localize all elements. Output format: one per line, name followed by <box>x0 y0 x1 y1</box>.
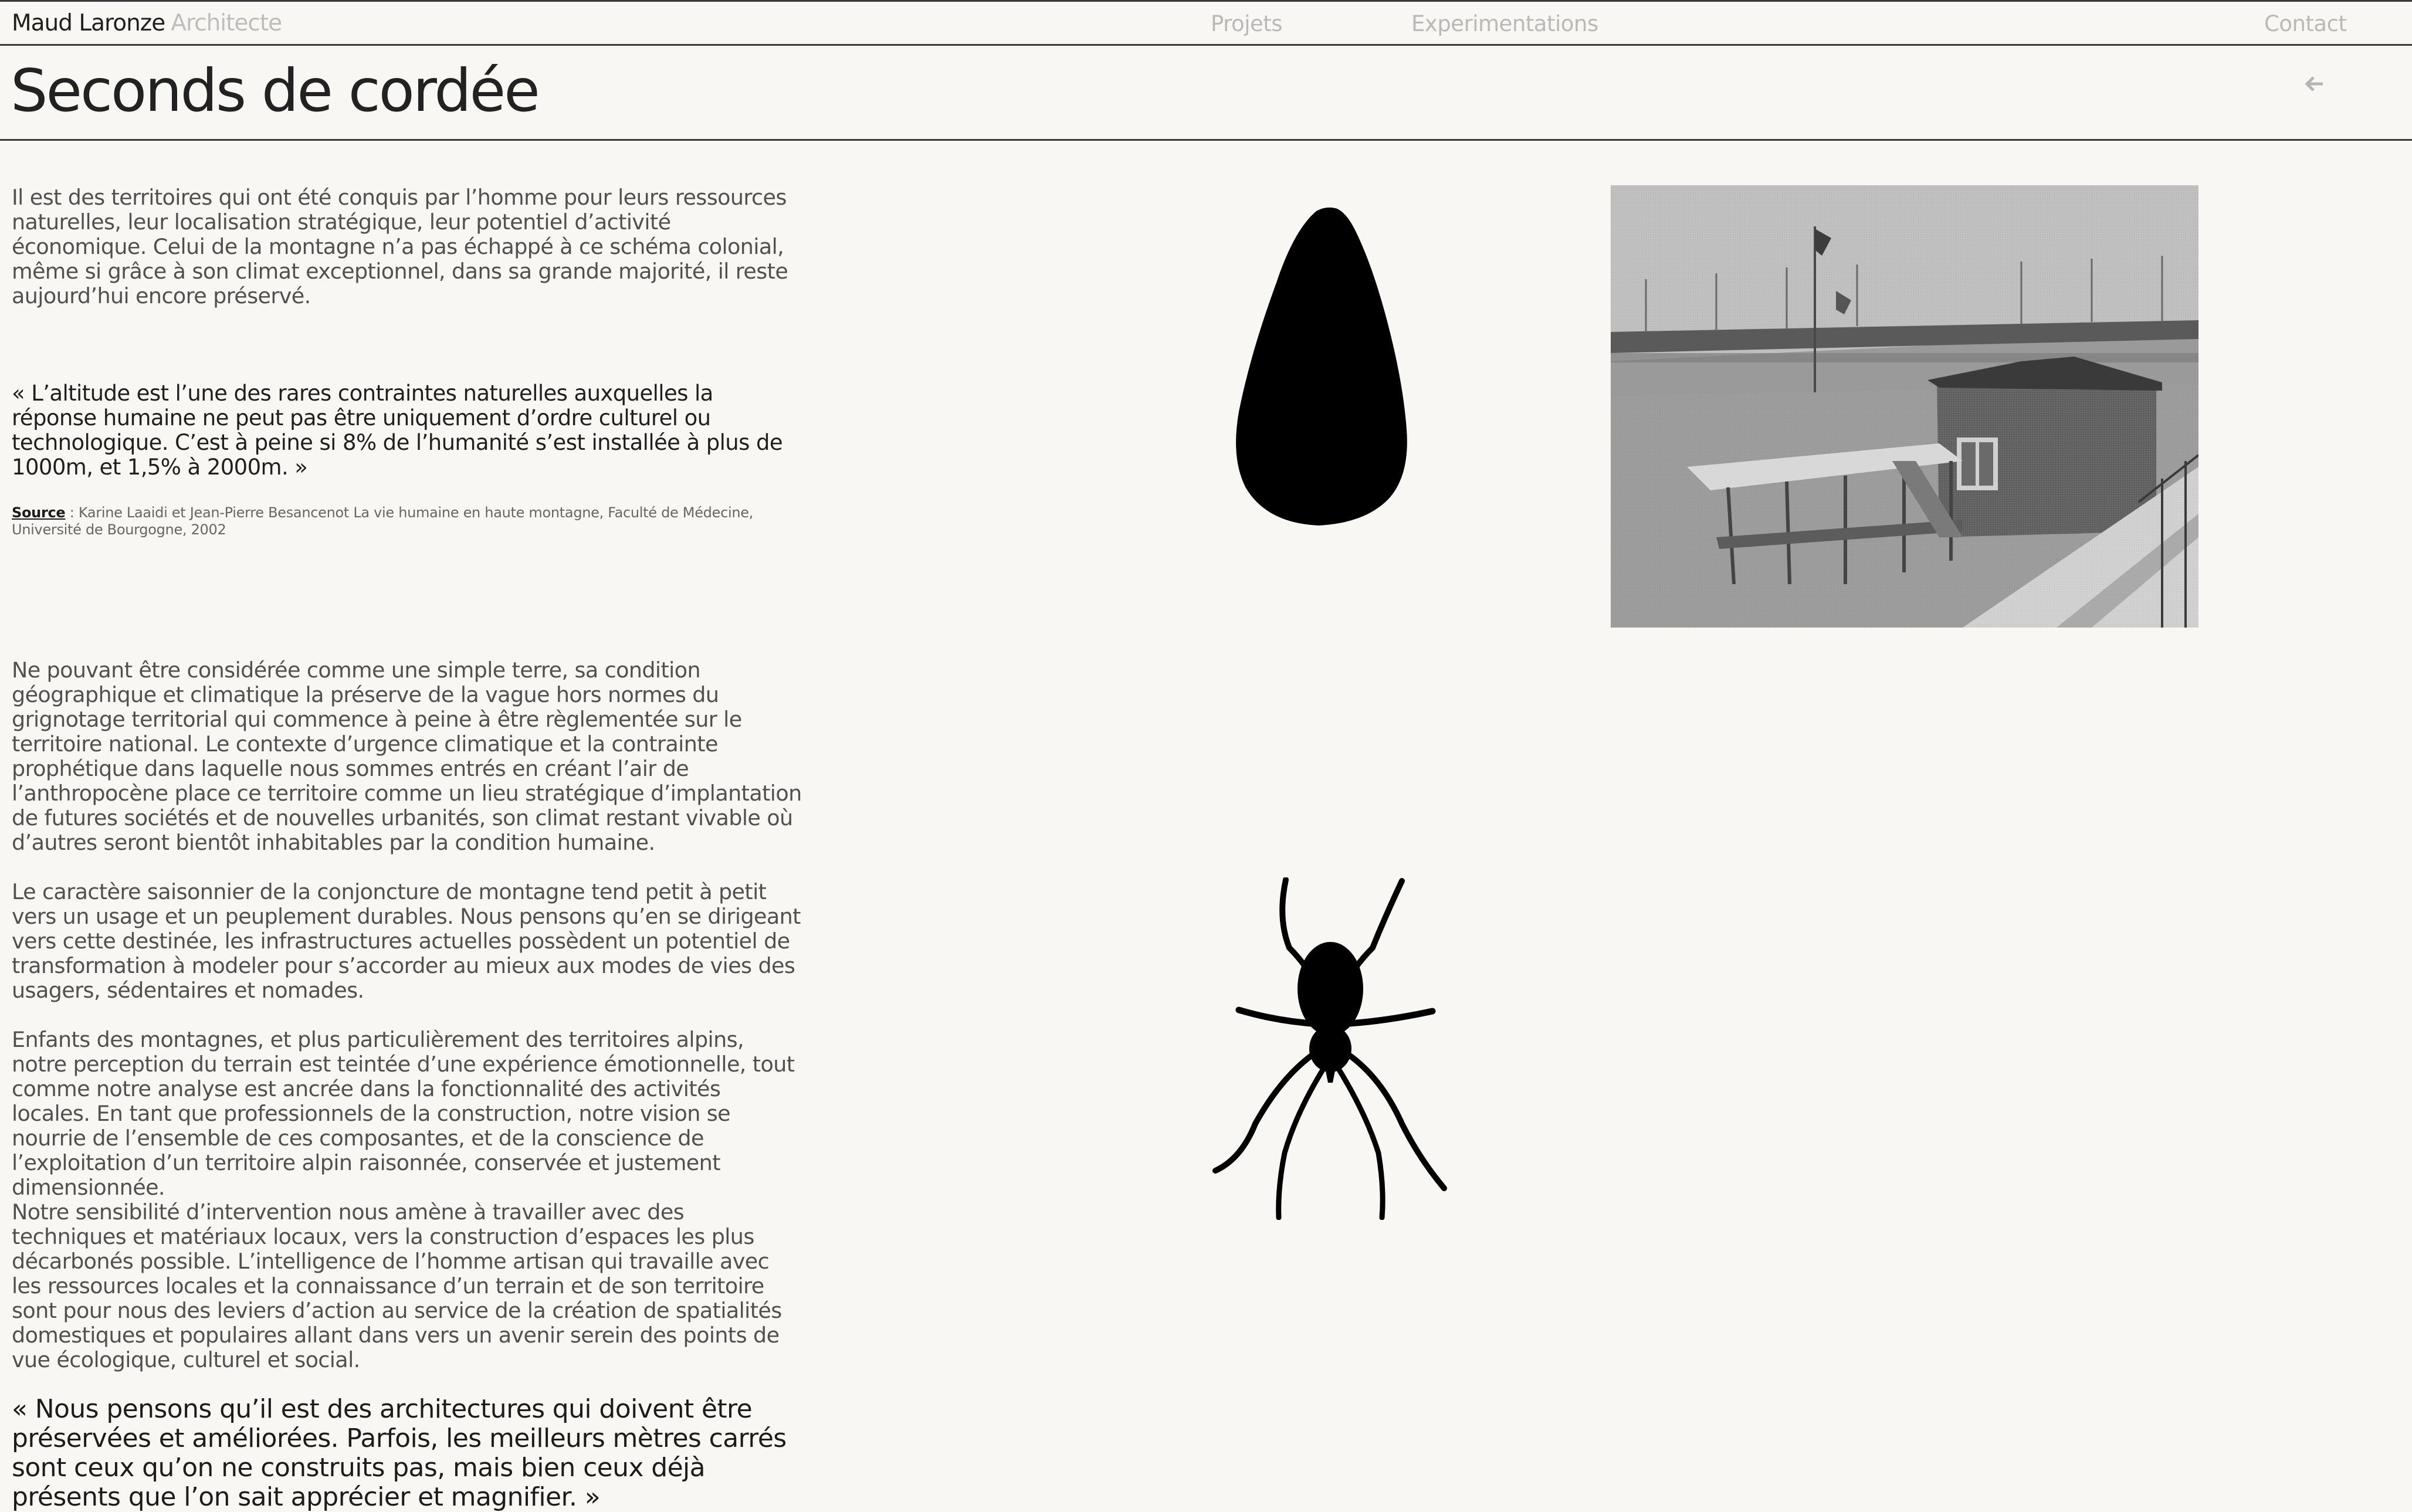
brand-name[interactable]: Maud Laronze <box>12 10 165 36</box>
nav-projects[interactable]: Projets <box>1211 11 1283 36</box>
nav-contact[interactable]: Contact <box>2264 11 2347 36</box>
nav-experimentations[interactable]: Experimentations <box>1411 11 1598 36</box>
seed-silhouette-icon <box>1234 206 1410 526</box>
source-text: : Karine Laaidi et Jean-Pierre Besancenot La vie humaine en haute montagne, Faculté de Médecine, Université de Bourgogne, 2002 <box>12 504 754 538</box>
top-navigation-bar <box>0 0 2412 46</box>
brand-role[interactable]: Architecte <box>171 10 282 36</box>
paragraph-seasonal: Le caractère saisonnier de la conjoncture de montagne tend petit à petit vers un usage et un peuplement durables. Nous pensons qu’en se dirigeant vers cette destinée, les infrastructures actuelles possèdent un potentiel de transformation à modeler pour s’accorder au mieux aux modes de vies des usagers, sédentaires et nomades. <box>12 879 801 1003</box>
paragraph-geography: Ne pouvant être considérée comme une simple terre, sa condition géographique et climatique la préserve de la vague hors normes du grignotage territorial qui commence à peine à être règlementée sur le territoire national. Le contexte d’urgence climatique et la contrainte prophétique dans laquelle nous sommes entrés en créant l’air de l’anthropocène place ce territoire comme un lieu stratégique d’implantation de futures sociétés et de nouvelles urbanités, son climat restant vivable où d’autres seront bientôt inhabitables par la condition humaine. <box>12 657 802 855</box>
page-title-bar <box>0 46 2412 141</box>
riverside-house-photo <box>1611 185 2198 628</box>
altitude-quote: « L’altitude est l’une des rares contraintes naturelles auxquelles la réponse humaine ne peut pas être uniquement d’ordre culturel ou technologique. C’est à peine si 8% de l’humanité s’est installée à plus de 1000m, et 1,5% à 2000m. » <box>12 381 783 480</box>
paragraph-sensibility: Notre sensibilité d’intervention nous amène à travailler avec des techniques et matériaux locaux, vers la construction d’espaces les plus décarbonés possible. L’intelligence de l’homme artisan qui travaille avec les ressources locales et la connaissance d’un terrain et de son territoire sont pour nous des leviers d’action au service de la création de spatialités domestiques et populaires allant dans vers un avenir serein des points de vue écologique, culturel et social. <box>12 1199 782 1372</box>
page-title: Seconds de cordée <box>11 56 538 125</box>
quote-source <box>12 504 798 538</box>
arrow-left-icon[interactable] <box>2305 76 2324 91</box>
paragraph-mountains: Enfants des montagnes, et plus particulièrement des territoires alpins, notre perception du terrain est teintée d’une expérience émotionnelle, tout comme notre analyse est ancrée dans la fonctionnalité des activités locales. En tant que professionnels de la construction, notre vision se nourrie de l’ensemble de ces composantes, et de la conscience de l’exploitation d’un territoire alpin raisonnée, conservée et justement dimensionnée. <box>12 1027 795 1200</box>
intro-paragraph: Il est des territoires qui ont été conquis par l’homme pour leurs ressources naturelles, leur localisation stratégique, leur potentiel d’activité économique. Celui de la montagne n’a pas échappé à ce schéma colonial, même si grâce à son climat exceptionnel, dans sa grande majorité, il reste aujourd’hui encore préservé. <box>12 185 788 308</box>
brand[interactable] <box>12 10 282 36</box>
source-label[interactable]: Source <box>12 504 66 521</box>
architecture-quote: « Nous pensons qu’il est des architectures qui doivent être préservées et améliorées. Parfois, les meilleurs mètres carrés sont ceux qu’on ne construits pas, mais bien ceux déjà présents que l’on sait apprécier et magnifier. » <box>12 1394 787 1512</box>
spider-silhouette-icon <box>1208 877 1449 1220</box>
